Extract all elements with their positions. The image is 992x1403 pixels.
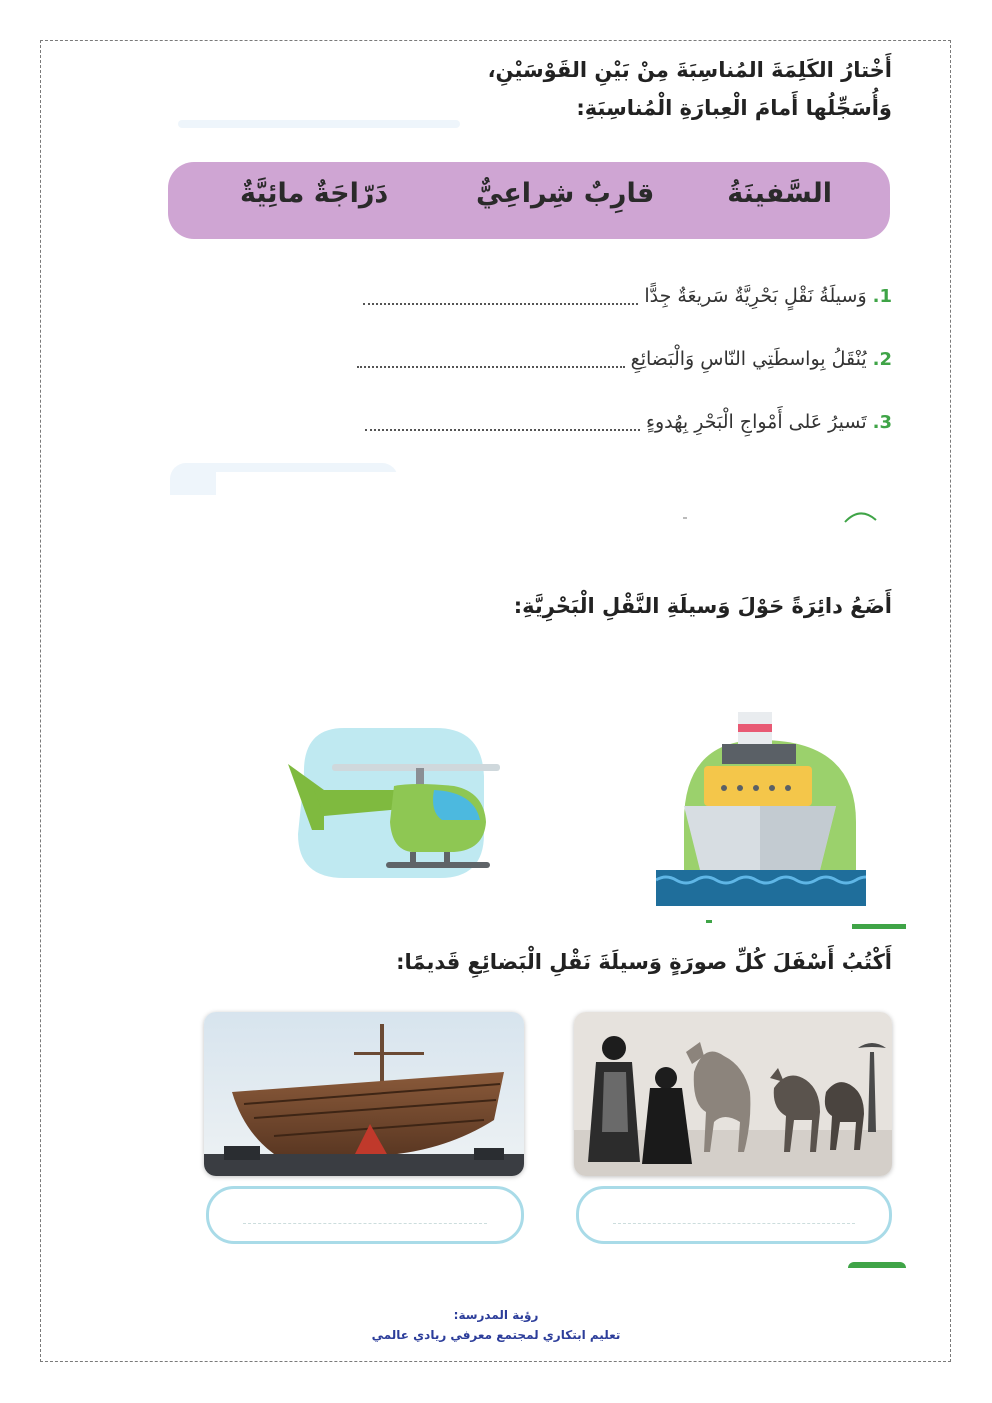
section1-instruction-line1: أَخْتارُ الكَلِمَةَ المُناسِبَةَ مِنْ بَيْنِ القَوْسَيْنِ، — [487, 58, 892, 82]
cropped-fragment-mask — [216, 472, 406, 496]
camel-caravan-photo-image — [574, 1012, 892, 1176]
word-bank-item[interactable]: قارِبٌ شِراعِيٌّ — [476, 178, 655, 209]
footer-vision-text: تعليم ابتكاري لمجتمع معرفي ريادي عالمي — [371, 1328, 621, 1342]
cropped-arc — [842, 506, 882, 526]
question-2 — [357, 344, 892, 374]
answer-box-camel-caravan[interactable] — [576, 1186, 892, 1244]
question-number: 1. — [872, 285, 892, 307]
question-text: وَسيلَةُ نَقْلٍ بَحْرِيَّةٌ سَريعَةٌ جِدًّا — [644, 285, 867, 307]
answer-blank[interactable] — [357, 364, 625, 368]
word-bank-item[interactable]: السَّفينَةُ — [727, 178, 832, 209]
helicopter-option[interactable] — [284, 712, 504, 890]
answer-blank[interactable] — [363, 301, 638, 305]
question-text: تَسيرُ عَلى أَمْواجِ الْبَحْرِ بِهُدوءٍ — [646, 411, 867, 433]
answer-blank[interactable] — [365, 427, 640, 431]
cropped-fragment — [848, 1262, 906, 1268]
word-bank — [168, 162, 890, 239]
cropped-fragment — [706, 920, 712, 923]
camel-caravan-photo — [574, 1012, 892, 1176]
section1-instruction-line2: وَأُسَجِّلُها أَمامَ الْعِبارَةِ الْمُناسِبَةِ: — [576, 96, 892, 120]
wooden-ship-photo — [204, 1012, 524, 1176]
decorative-bar — [178, 120, 460, 128]
question-1 — [363, 281, 892, 311]
cropped-fragment — [852, 924, 906, 929]
question-text: يُنْقَلُ بِواسطَتِي النّاسِ وَالْبَضائِعِ — [630, 348, 867, 370]
ship-option[interactable] — [656, 710, 866, 906]
dot-artifact — [683, 517, 687, 519]
wooden-ship-photo-image — [204, 1012, 524, 1176]
ship-icon — [656, 710, 866, 906]
footer-vision-title: رؤية المدرسة: — [453, 1308, 539, 1322]
question-number: 3. — [872, 411, 892, 433]
word-bank-item[interactable]: دَرّاجَةٌ مائِيَّةٌ — [240, 178, 389, 209]
section3-instruction: أَكْتُبُ أَسْفَلَ كُلِّ صورَةٍ وَسيلَةَ نَقْلِ الْبَضائِعِ قَديمًا: — [396, 950, 892, 974]
helicopter-icon — [284, 712, 504, 890]
question-number: 2. — [872, 348, 892, 370]
section2-instruction: أَضَعُ دائِرَةً حَوْلَ وَسيلَةِ النَّقْلِ الْبَحْرِيَّةِ: — [513, 594, 892, 618]
answer-box-wooden-ship[interactable] — [206, 1186, 524, 1244]
question-3 — [365, 407, 892, 437]
